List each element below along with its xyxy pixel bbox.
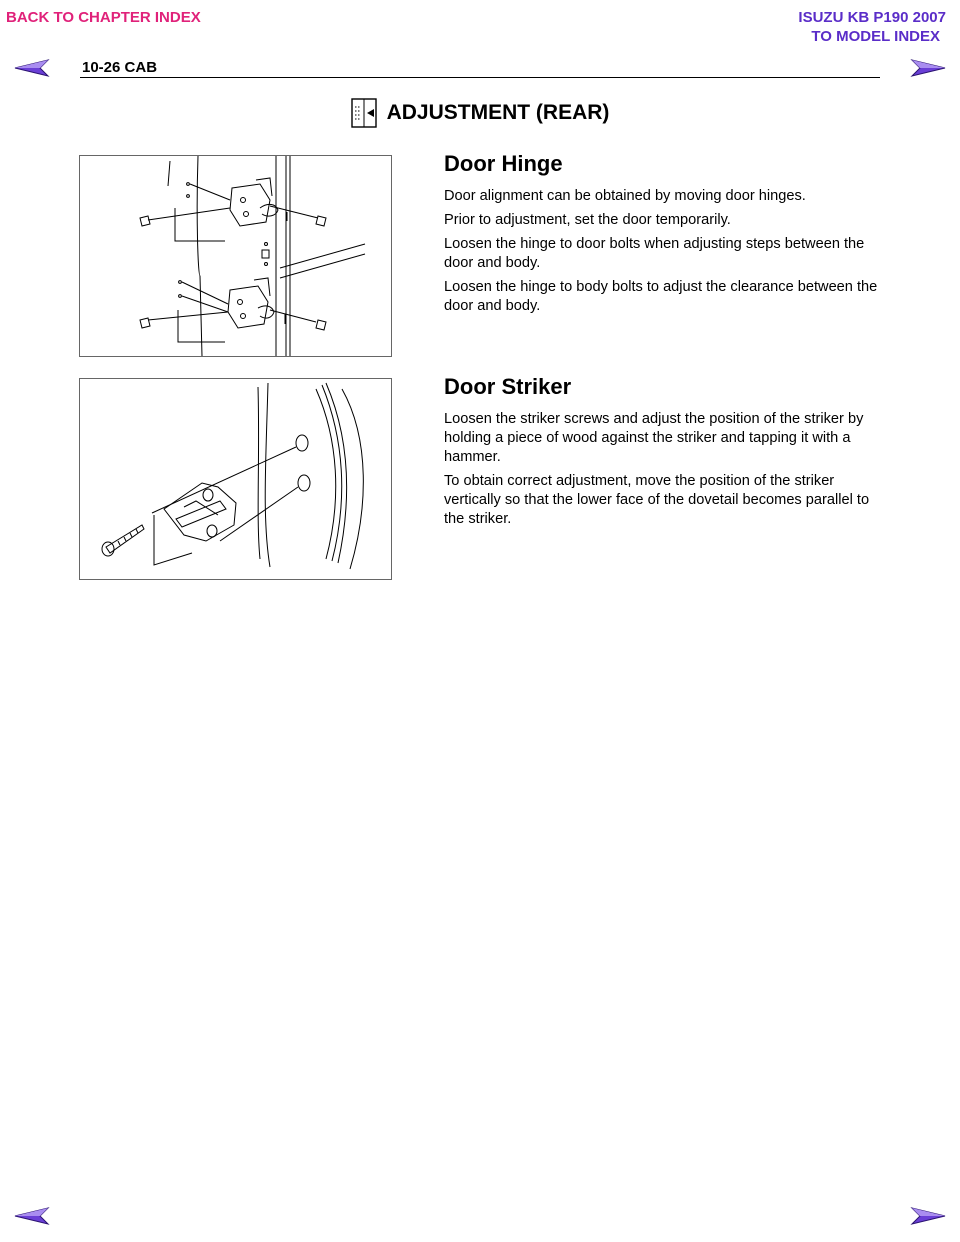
door-striker-figure [79,378,392,580]
door-hinge-paragraph: Loosen the hinge to door bolts when adjusting steps between the door and body. [444,236,865,271]
page-number: 10-26 CAB [82,59,158,76]
arrow-left-icon[interactable] [14,58,50,78]
door-hinge-paragraph: Door alignment can be obtained by moving door hinges. [444,188,806,204]
header-divider [80,77,880,78]
door-striker-heading: Door Striker [444,374,572,399]
door-striker-section [444,374,889,534]
arrow-right-icon[interactable] [910,1206,946,1226]
door-hinge-figure [79,155,392,357]
arrow-right-icon[interactable] [910,58,946,78]
door-hinge-illustration [80,156,391,356]
section-title: ADJUSTMENT (REAR) [386,101,610,124]
model-title-link[interactable]: ISUZU KB P190 2007 [798,9,946,26]
door-hinge-paragraph: Loosen the hinge to body bolts to adjust the clearance between the door and body. [444,279,878,314]
door-hinge-section [444,151,889,321]
back-to-chapter-index-link[interactable]: BACK TO CHAPTER INDEX [6,9,201,26]
arrow-left-icon[interactable] [14,1206,50,1226]
section-heading [0,98,960,128]
door-striker-illustration [80,379,391,579]
door-striker-paragraph: To obtain correct adjustment, move the position of the striker vertically so that the lower face of the dovetail becomes parallel to the striker. [444,473,870,527]
door-hinge-paragraph: Prior to adjustment, set the door temporarily. [444,212,731,228]
to-model-index-link[interactable]: TO MODEL INDEX [811,28,940,45]
door-striker-paragraph: Loosen the striker screws and adjust the position of the striker by holding a piece of wood against the striker and tapping it with a hammer. [444,411,864,465]
adjustment-icon [351,98,377,128]
door-hinge-heading: Door Hinge [444,151,563,176]
